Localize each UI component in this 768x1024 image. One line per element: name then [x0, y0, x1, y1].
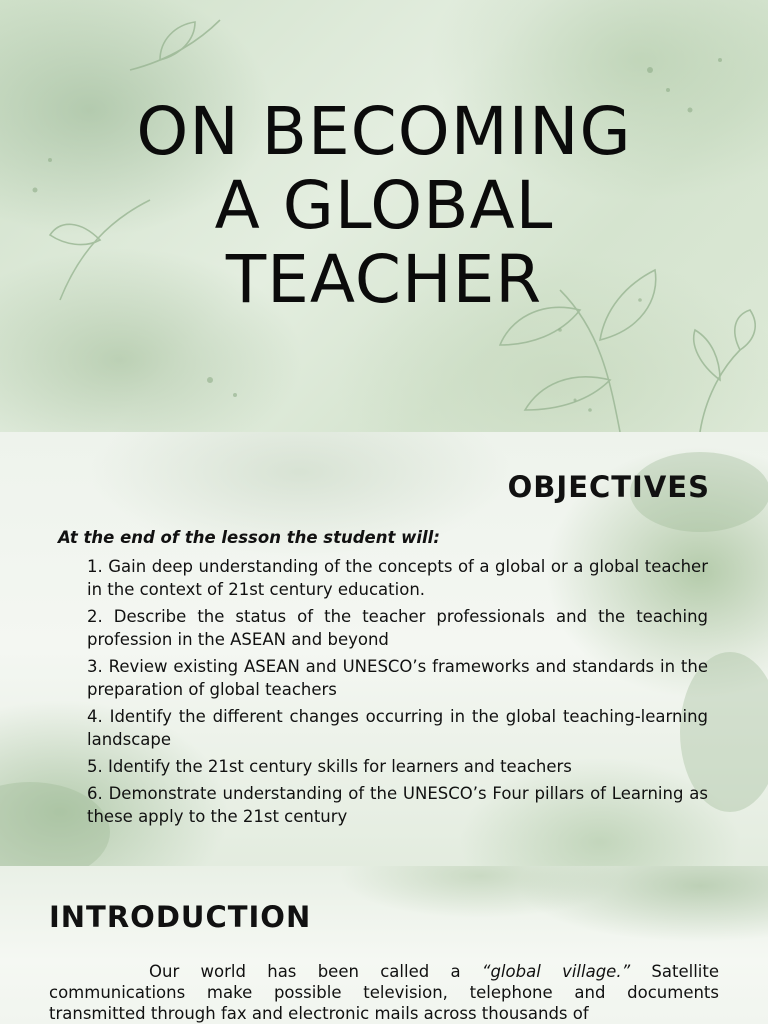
title-line-3: TEACHER: [225, 241, 543, 318]
intro-quote: “global village.”: [481, 962, 631, 981]
introduction-slide: [0, 866, 768, 1024]
list-item: 5. Identify the 21st century skills for learners and teachers: [87, 757, 572, 776]
list-item: 4. Identify the different changes occurring in the global teaching-learning landscape: [87, 707, 708, 749]
objectives-slide: [0, 432, 768, 866]
list-item: 6. Demonstrate understanding of the UNESCO’s Four pillars of Learning as these apply to the 21st century: [87, 784, 708, 826]
list-item: 2. Describe the status of the teacher professionals and the teaching profession in the ASEAN and beyond: [87, 607, 708, 649]
title-slide: [0, 0, 768, 432]
objectives-list: [87, 555, 708, 832]
objectives-intro: At the end of the lesson the student will:: [58, 528, 440, 547]
introduction-heading: INTRODUCTION: [49, 900, 312, 934]
list-item: 1. Gain deep understanding of the concepts of a global or a global teacher in the context of 21st century education.: [87, 557, 708, 599]
list-item: 3. Review existing ASEAN and UNESCO’s frameworks and standards in the preparation of global teachers: [87, 657, 708, 699]
page-title: [0, 95, 768, 317]
title-line-1: ON BECOMING: [136, 93, 632, 170]
title-line-2: A GLOBAL: [214, 167, 554, 244]
introduction-paragraph: [49, 961, 719, 1024]
intro-text-start: Our world has been called a: [149, 962, 482, 981]
intro-text-rest: Satellite communications make possible television, telephone and documents transmitted through fax and electronic mails across thousands of: [49, 962, 719, 1023]
objectives-heading: OBJECTIVES: [507, 470, 710, 504]
